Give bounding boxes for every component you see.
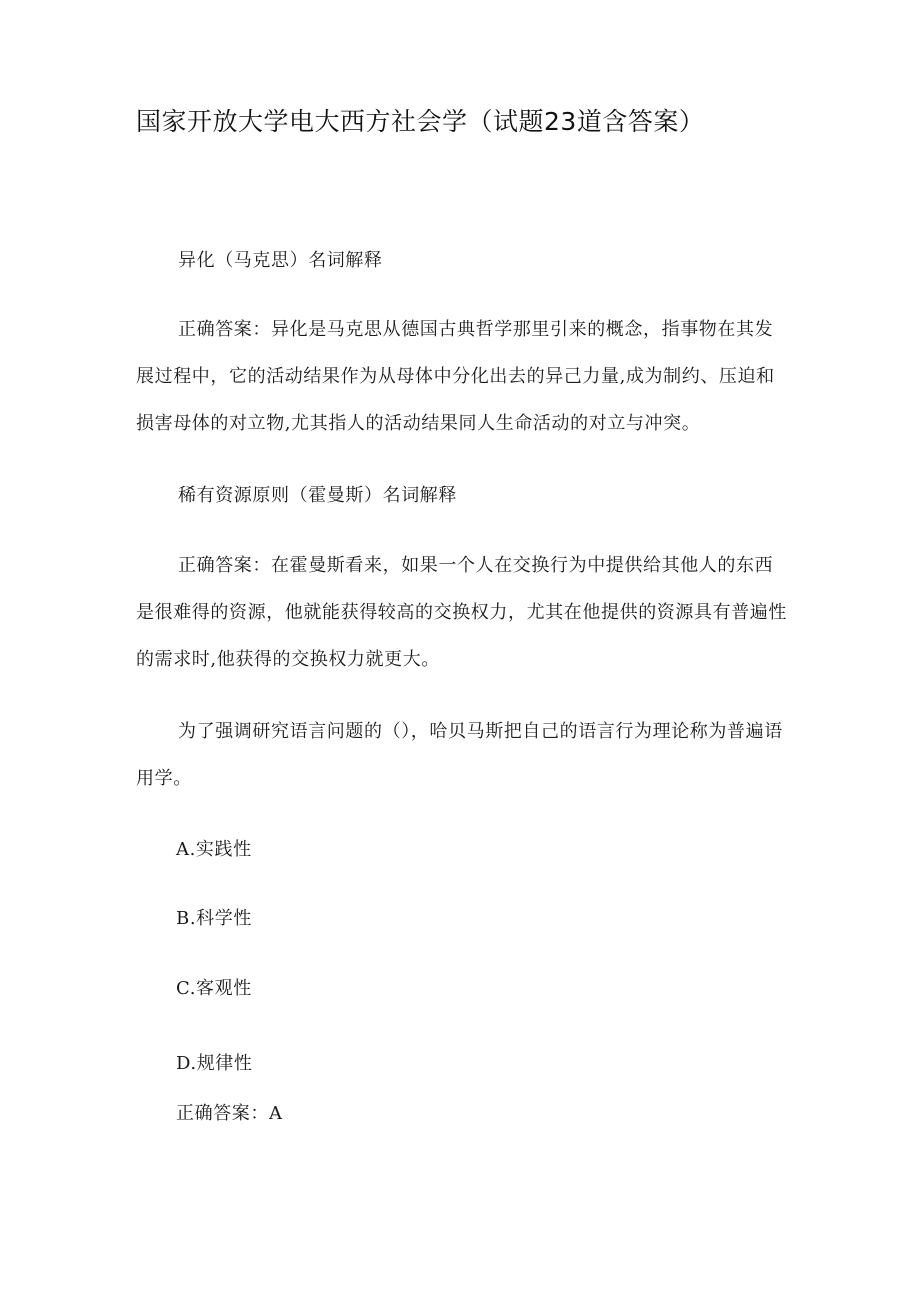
question-3-option-d: D.规律性 <box>176 1053 253 1074</box>
question-1-prompt: 异化（马克思）名词解释 <box>178 250 383 271</box>
question-3-option-c: C.客观性 <box>176 978 252 999</box>
question-2-prompt: 稀有资源原则（霍曼斯）名词解释 <box>178 485 457 506</box>
question-3-option-b: B.科学性 <box>176 908 252 929</box>
question-3-prompt: 为了强调研究语言问题的（），哈贝马斯把自己的语言行为理论称为普遍语用学。 <box>136 721 783 789</box>
document-title: 国家开放大学电大西方社会学（试题23道含答案） <box>136 107 705 136</box>
question-2-answer: 正确答案：在霍曼斯看来，如果一个人在交换行为中提供给其他人的东西是很难得的资源，他就能获得较高的交换权力，尤其在他提供的资源具有普遍性的需求时,他获得的交换权力就更大。 <box>136 555 787 670</box>
question-3-option-a: A.实践性 <box>176 839 252 860</box>
question-1-answer: 正确答案：异化是马克思从德国古典哲学那里引来的概念，指事物在其发展过程中，它的活动结果作为从母体中分化出去的异己力量,成为制约、压迫和损害母体的对立物,尤其指人的活动结果同人生命活动的对立与冲突。 <box>136 319 775 434</box>
question-3-answer: 正确答案：A <box>176 1103 283 1124</box>
